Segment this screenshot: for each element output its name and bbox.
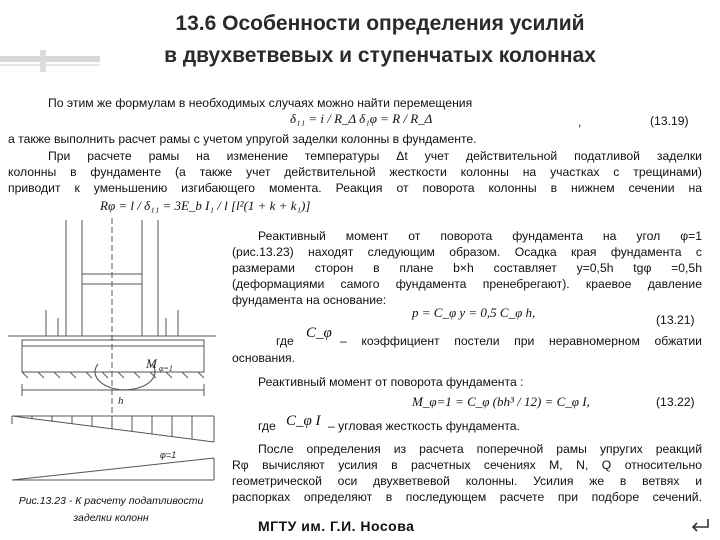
footer-institution: МГТУ им. Г.И. Носова [258, 518, 415, 534]
paragraph-elastic-fixing: а также выполнить расчет рамы с учетом упругой заделки колонны в фундаменте. [8, 132, 477, 146]
page-title-line-2: в двухветвевых и ступенчатых колоннах [164, 44, 596, 67]
figure-13-23-foundation-diagram [2, 218, 224, 490]
title-decoration [0, 48, 100, 74]
equation-number-13-21: (13.21) [656, 313, 695, 327]
paragraph-conclusion-line-2: Rφ вычисляют усилия в расчетных сечениях M, N, Q относительно [232, 458, 702, 472]
paragraph-displacements: По этим же формулам в необходимых случаях можно найти перемещения [48, 96, 473, 110]
where-description-1-continued: основания. [232, 351, 296, 365]
where-description-2: – угловая жесткость фундамента. [328, 419, 520, 433]
equation-number-13-19: (13.19) [650, 114, 689, 128]
formula-reaction-r-phi: Rφ = l / δ₁₁ = 3E_b I₁ / l [l²(1 + k + k₁)] [100, 198, 311, 213]
equation-number-13-22: (13.22) [656, 395, 695, 409]
figure-label-moment: M [146, 356, 157, 371]
paragraph-conclusion-line-4: распорках определяют в последующем расчете при подборе сечений. [232, 490, 702, 504]
return-arrow-icon[interactable] [688, 516, 712, 534]
paragraph-conclusion-line-3: геометрической оси двухветвевой колонны. Усилия же в ветвях и [232, 474, 702, 488]
paragraph-temperature-line-2: колонны в фундаменте (а также учет действительной жесткости колонны на участках с трещинами) [8, 165, 702, 179]
figure-label-h: h [118, 395, 124, 407]
formula-13-21: p = C_φ y = 0,5 C_φ h, [412, 305, 536, 320]
figure-label-moment-subscript: φ=1 [159, 364, 173, 373]
figure-caption-line-1: Рис.13.23 - К расчету податливости [18, 495, 204, 507]
paragraph-moment-line-1: Реактивный момент от поворота фундамента на угол φ=1 [258, 229, 702, 243]
paragraph-moment-line-2: (рис.13.23) находят следующим образом. Осадка края фундамента с [232, 245, 702, 259]
paragraph-conclusion-line-1: После определения из расчета поперечной рамы упругих реакций [258, 442, 702, 456]
paragraph-temperature-line-3: приводит к уменьшению изгибающего момента. Реакция от поворота колонны в нижнем сечении на [8, 181, 702, 195]
formula-comma: , [578, 115, 582, 129]
figure-label-phi: φ=1 [160, 450, 177, 460]
paragraph-moment-line-3: размерами сторон в плане b×h составляет y=0,5h tgφ =0,5h [232, 261, 702, 275]
symbol-c-phi: C_φ [306, 325, 332, 341]
page-title-line-1: 13.6 Особенности определения усилий [175, 12, 585, 35]
symbol-c-phi-i: C_φ I [286, 413, 321, 429]
where-label-1: где [276, 334, 294, 348]
formula-13-19: δ₁₁ = i / R_Δ δ₁φ = R / R_Δ [290, 111, 433, 126]
formula-13-22: M_φ=1 = C_φ (bh³ / 12) = C_φ I, [412, 394, 590, 409]
paragraph-temperature-line-1: При расчете рамы на изменение температуры Δt учет действительной податливой заделки [48, 149, 702, 163]
figure-caption-line-2: заделки колонн [73, 512, 149, 524]
where-description-1: – коэффициент постели при неравномерном обжатии [340, 334, 702, 348]
paragraph-moment-line-4: (деформациями самого фундамента пренебрегают). краевое давление [232, 277, 702, 291]
paragraph-moment-line-5: фундамента на основание: [232, 293, 387, 307]
paragraph-reactive-moment: Реактивный момент от поворота фундамента : [258, 375, 524, 389]
where-label-2: где [258, 419, 276, 433]
